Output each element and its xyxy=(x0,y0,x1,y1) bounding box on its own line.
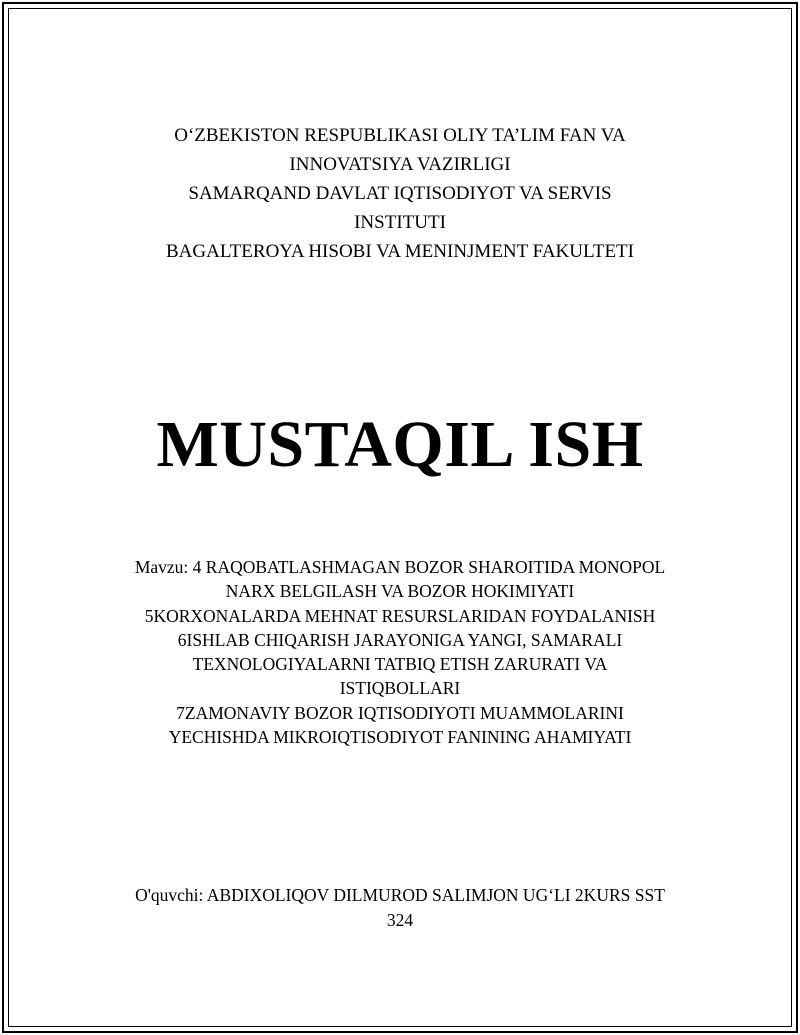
topic-line: 7ZAMONAVIY BOZOR IQTISODIYOTI MUAMMOLARINI xyxy=(176,702,624,723)
topic-line: ISTIQBOLLARI xyxy=(339,678,461,699)
topic-line: 6ISHLAB CHIQARISH JARAYONIGA YANGI, SAMARALI xyxy=(177,629,623,650)
topic-line: YECHISHDA MIKROIQTISODIYOT FANINING AHAMIYATI xyxy=(168,727,632,748)
author-section xyxy=(0,883,800,933)
topic-line: NARX BELGILASH VA BOZOR HOKIMIYATI xyxy=(225,581,575,602)
author-line: O'quvchi: ABDIXOLIQOV DILMUROD SALIMJON UG‘LI 2KURS SST xyxy=(135,885,665,905)
header-line: BAGALTEROYA HISOBI VA MENINJMENT FAKULTETI xyxy=(165,241,634,262)
topic-line: Mavzu: 4 RAQOBATLASHMAGAN BOZOR SHAROITIDA MONOPOL xyxy=(134,557,666,577)
author-line: 324 xyxy=(386,910,414,930)
institution-header xyxy=(0,121,800,266)
topic-line: TEXNOLOGIYALARNI TATBIQ ETISH ZARURATI VA xyxy=(192,654,608,675)
topic-line: 5KORXONALARDA MEHNAT RESURSLARIDAN FOYDALANISH xyxy=(144,605,656,626)
topic-section xyxy=(0,555,800,749)
document-title: MUSTAQIL ISH xyxy=(156,408,644,481)
header-line: INNOVATSIYA VAZIRLIGI xyxy=(289,154,511,175)
header-line: INSTITUTI xyxy=(354,212,446,233)
header-line: SAMARQAND DAVLAT IQTISODIYOT VA SERVIS xyxy=(188,183,612,204)
header-line: O‘ZBEKISTON RESPUBLIKASI OLIY TA’LIM FAN VA xyxy=(174,125,626,146)
